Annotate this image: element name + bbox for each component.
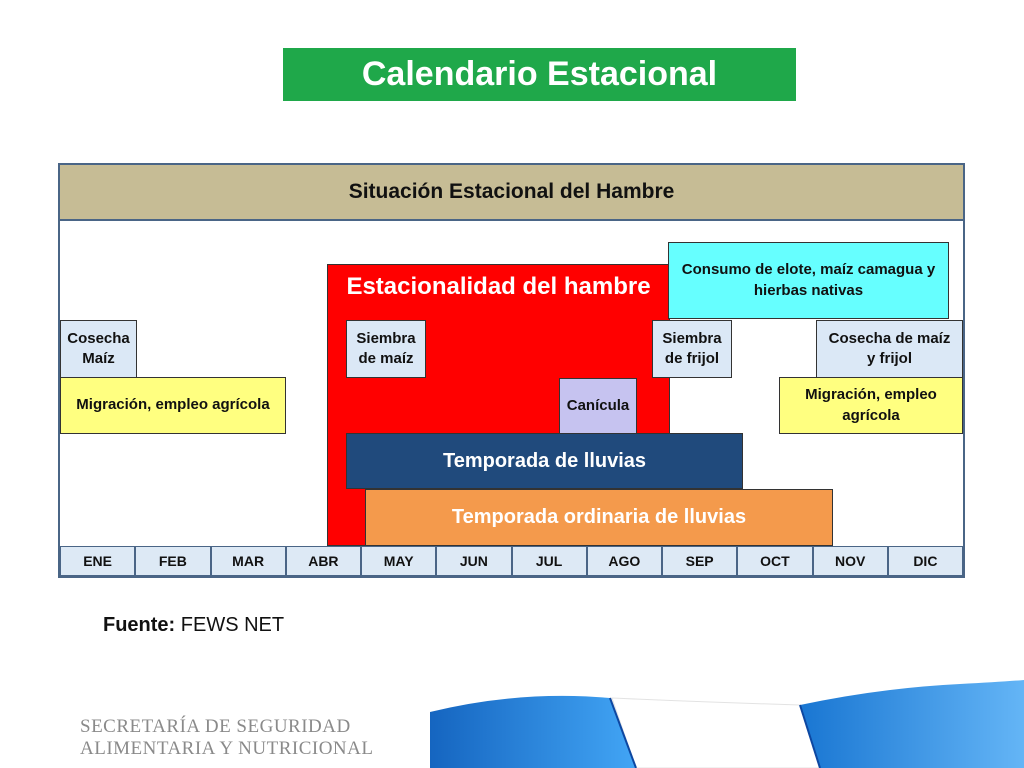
- block-migracion-late: Migración, empleo agrícola: [779, 377, 963, 434]
- block-cosecha-maiz: Cosecha Maíz: [60, 320, 137, 378]
- month-jul: JUL: [512, 546, 587, 576]
- org-line-2: ALIMENTARIA Y NUTRICIONAL: [80, 738, 374, 759]
- month-ago: AGO: [587, 546, 662, 576]
- block-cosecha-maiz-frijol: Cosecha de maíz y frijol: [816, 320, 963, 378]
- month-abr: ABR: [286, 546, 361, 576]
- month-feb: FEB: [135, 546, 210, 576]
- month-nov: NOV: [813, 546, 888, 576]
- calendar-header: Situación Estacional del Hambre: [60, 165, 963, 221]
- hunger-season-label: Estacionalidad del hambre: [346, 273, 651, 300]
- month-oct: OCT: [737, 546, 812, 576]
- month-may: MAY: [361, 546, 436, 576]
- slide-title: Calendario Estacional: [283, 48, 796, 101]
- month-sep: SEP: [662, 546, 737, 576]
- month-ene: ENE: [60, 546, 135, 576]
- block-lluvias: Temporada de lluvias: [346, 433, 743, 489]
- month-mar: MAR: [211, 546, 286, 576]
- source-value: FEWS NET: [180, 614, 285, 636]
- block-migracion-early: Migración, empleo agrícola: [60, 377, 286, 434]
- block-lluvias-ordinaria: Temporada ordinaria de lluvias: [365, 489, 833, 546]
- block-siembra-maiz: Siembra de maíz: [346, 320, 426, 378]
- month-dic: DIC: [888, 546, 963, 576]
- block-consumo: Consumo de elote, maíz camagua y hierbas nativas: [668, 242, 949, 319]
- source-label: Fuente:: [103, 614, 176, 636]
- block-canicula: Canícula: [559, 378, 637, 434]
- org-line-1: SECRETARÍA DE SEGURIDAD: [80, 716, 351, 737]
- month-jun: JUN: [436, 546, 511, 576]
- block-siembra-frijol: Siembra de frijol: [652, 320, 732, 378]
